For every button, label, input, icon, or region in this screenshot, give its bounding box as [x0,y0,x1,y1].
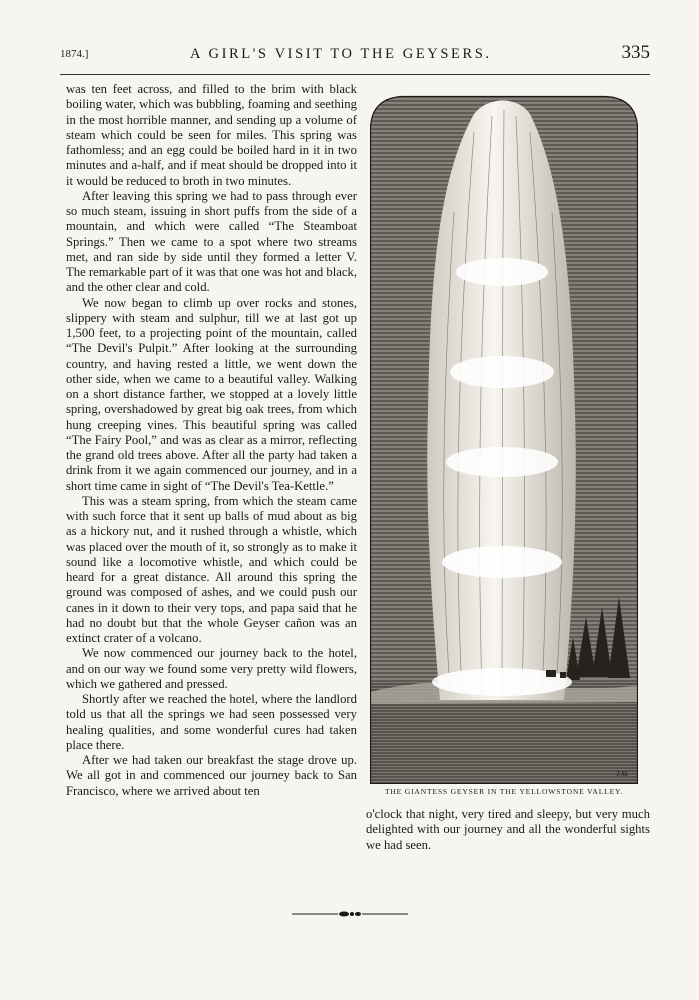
left-text-column [66,82,357,799]
paragraph: We now began to climb up over rocks and stones, slippery with steam and sulphur, till we at last got up 1,500 feet, to a projecting point of the mountain, called “The Devil's Pulpit.” After looking at the surrounding country, and having rested a little, we went down the other side, when we came to a beautiful valley. Walking on a short distance farther, we stopped at a lovely little spring, overshadowed by great big oak trees, from which hung creeping vines. This beautiful spring was called “The Fairy Pool,” and was as clear as a mirror, reflecting the grand old trees above. After all the party had taken a drink from it we again commenced our journey, and in a short time came in sight of “The Devil's Tea-Kettle.” [66,295,357,493]
header-year: 1874.] [60,48,89,60]
header-title: A GIRL'S VISIT TO THE GEYSERS. [190,46,492,62]
paragraph: After we had taken our breakfast the stage drove up. We all got in and commenced our journey back to San Francisco, where we arrived about ten [66,753,357,798]
paragraph: This was a steam spring, from which the steam came with such force that it sent up balls of mud about as big as a hickory nut, and it rushed through a whistle, which was placed over the mouth of it, so strongly as to make it sound like a locomotive whistle, and which could be heard for a great distance. All around this spring the ground was composed of ashes, and we could push our canes in it down to their very tops, and papa said that he had no doubt but that the whole Geyser cañon was an extinct crater of a volcano. [66,493,357,645]
end-ornament [292,906,408,924]
geyser-illustration [370,92,638,784]
paragraph: was ten feet across, and filled to the brim with black boiling water, which was bubbling, foaming and seething in the most horrible manner, and sending up a volume of steam which could be seen for miles. This spring was fathomless; and an egg could be boiled hard in it in two minutes and a-half, and if meat should be dropped into it it would be reduced to broth in two minutes. [66,82,357,188]
header-rule [60,74,650,75]
figure-caption: THE GIANTESS GEYSER IN THE YELLOWSTONE VALLEY. [384,787,624,796]
paragraph: o'clock that night, very tired and sleepy, but very much delighted with our journey and all the wonderful sights we had seen. [366,807,650,852]
engraver-signature: T.M. [616,770,629,778]
running-header [60,40,650,68]
paragraph: Shortly after we reached the hotel, where the landlord told us that all the springs we had seen possessed very healing qualities, and some wonderful cures had taken place there. [66,692,357,752]
paragraph: After leaving this spring we had to pass through ever so much steam, issuing in short puffs from the side of a mountain, and which were called “The Steamboat Springs.” Then we came to a spot where two streams met, and ran side by side until they formed a letter V. The remarkable part of it was that one was hot and black, and the other clear and cold. [66,188,358,295]
right-text-column [366,807,650,853]
page-number: 335 [621,42,650,63]
paragraph: We now commenced our journey back to the hotel, and on our way we found some very pretty wild flowers, which we gathered and pressed. [66,646,357,691]
engraving-image [370,92,638,784]
